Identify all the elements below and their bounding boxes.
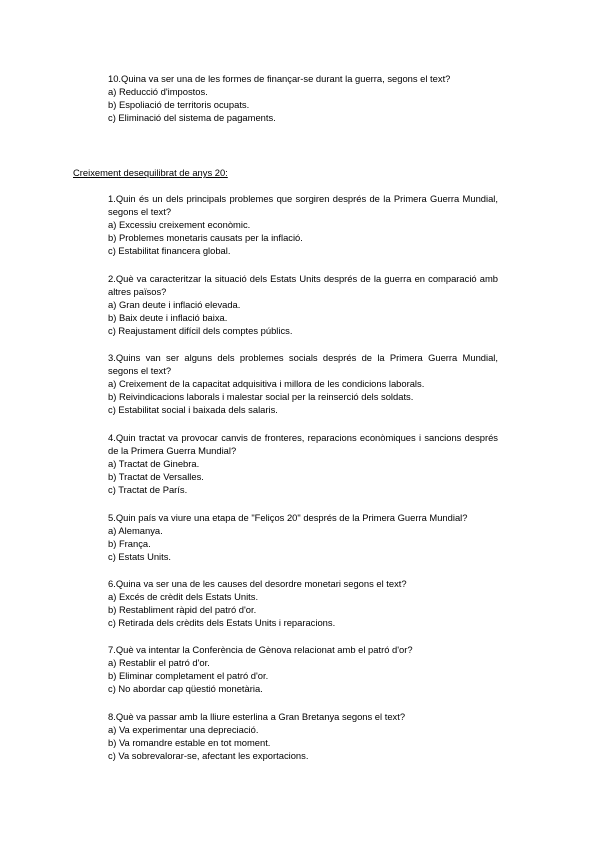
- option-b: b) Tractat de Versalles.: [108, 471, 204, 482]
- option-c: c) Va sobrevalorar-se, afectant les exportacions.: [108, 750, 309, 761]
- question-10: [108, 72, 498, 124]
- option-a: a) Excessiu creixement econòmic.: [108, 219, 251, 230]
- option-c: c) Estabilitat financera global.: [108, 245, 231, 256]
- question-7: [108, 643, 498, 695]
- option-a: a) Reducció d'impostos.: [108, 86, 208, 97]
- question-text: 10.Quina va ser una de les formes de finançar-se durant la guerra, segons el text?: [108, 73, 451, 84]
- option-c: c) Eliminació del sistema de pagaments.: [108, 112, 276, 123]
- option-c: c) Estabilitat social i baixada dels salaris.: [108, 404, 278, 415]
- option-c: c) Retirada dels crèdits dels Estats Units i reparacions.: [108, 617, 336, 628]
- question-1: [108, 192, 498, 257]
- option-c: c) Reajustament difícil dels comptes públics.: [108, 325, 293, 336]
- option-c: c) No abordar cap qüestió monetària.: [108, 683, 263, 694]
- question-text: 4.Quin tractat va provocar canvis de fronteres, reparacions econòmiques i sancions després de la Primera Guerra Mundial?: [108, 432, 498, 456]
- option-b: b) Restabliment ràpid del patró d'or.: [108, 604, 257, 615]
- option-b: b) França.: [108, 538, 151, 549]
- option-b: b) Eliminar completament el patró d'or.: [108, 670, 269, 681]
- question-2: [108, 272, 498, 337]
- option-a: a) Creixement de la capacitat adquisitiva i millora de les condicions laborals.: [108, 378, 425, 389]
- option-a: a) Tractat de Ginebra.: [108, 458, 200, 469]
- option-b: b) Espoliació de territoris ocupats.: [108, 99, 250, 110]
- option-a: a) Excés de crèdit dels Estats Units.: [108, 591, 259, 602]
- option-b: b) Baix deute i inflació baixa.: [108, 312, 228, 323]
- option-a: a) Va experimentar una depreciació.: [108, 724, 259, 735]
- question-text: 1.Quin és un dels principals problemes que sorgiren després de la Primera Guerra Mundial, segons el text?: [108, 193, 498, 217]
- question-text: 5.Quin país va viure una etapa de "Feliços 20" després de la Primera Guerra Mundial?: [108, 512, 468, 523]
- question-text: 3.Quins van ser alguns dels problemes socials després de la Primera Guerra Mundial, segons el text?: [108, 352, 498, 376]
- question-6: [108, 577, 498, 629]
- question-text: 8.Què va passar amb la lliure esterlina a Gran Bretanya segons el text?: [108, 711, 406, 722]
- option-c: c) Estats Units.: [108, 551, 172, 562]
- question-3: [108, 351, 498, 416]
- section-title: Creixement desequilibrat de anys 20:: [73, 167, 228, 178]
- option-b: b) Va romandre estable en tot moment.: [108, 737, 271, 748]
- option-c: c) Tractat de París.: [108, 484, 188, 495]
- question-8: [108, 710, 498, 762]
- question-5: [108, 511, 498, 563]
- option-a: a) Restablir el patró d'or.: [108, 657, 210, 668]
- question-4: [108, 431, 498, 496]
- option-b: b) Problemes monetaris causats per la inflació.: [108, 232, 303, 243]
- option-b: b) Reivindicacions laborals i malestar social per la reinserció dels soldats.: [108, 391, 414, 402]
- question-text: 7.Què va intentar la Conferència de Gènova relacionat amb el patró d'or?: [108, 644, 413, 655]
- question-text: 6.Quina va ser una de les causes del desordre monetari segons el text?: [108, 578, 407, 589]
- option-a: a) Gran deute i inflació elevada.: [108, 299, 241, 310]
- option-a: a) Alemanya.: [108, 525, 163, 536]
- question-text: 2.Què va caracteritzar la situació dels Estats Units després de la guerra en comparació amb altres països?: [108, 273, 498, 297]
